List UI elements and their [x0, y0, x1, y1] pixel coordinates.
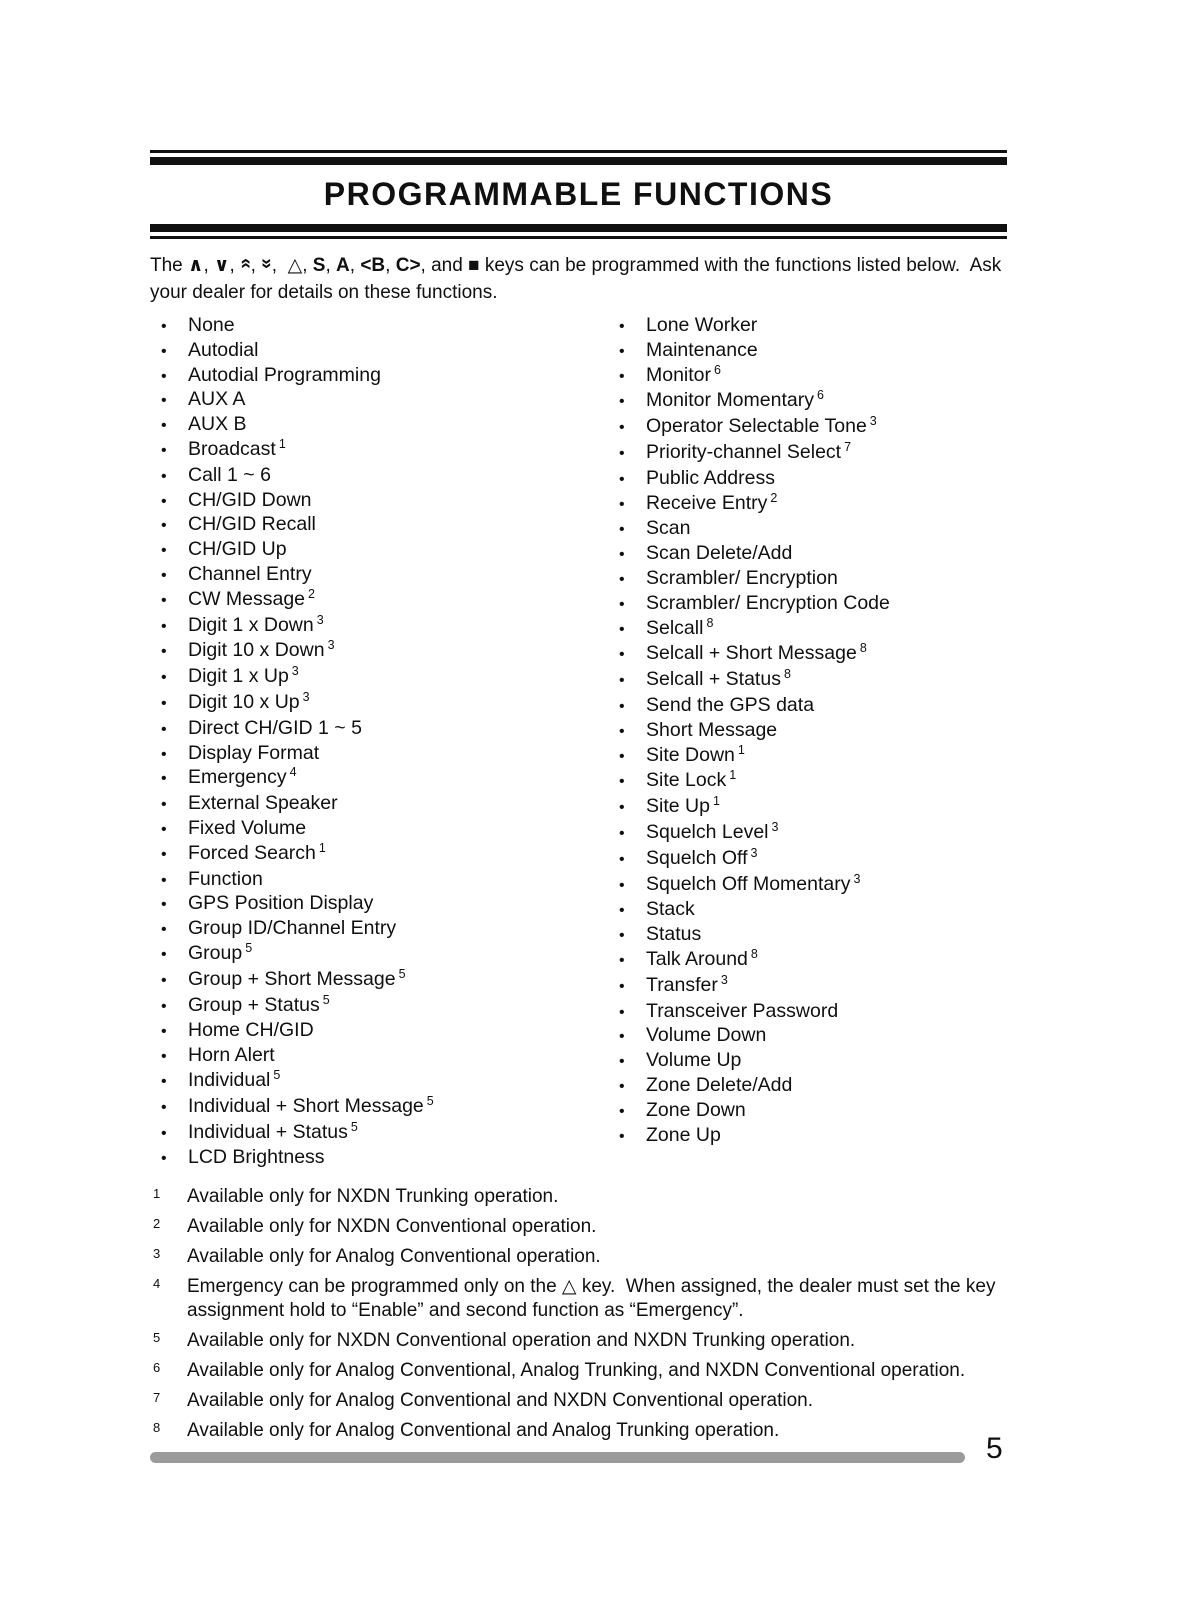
bullet-icon: •: [619, 697, 625, 715]
function-item: [608, 617, 1007, 643]
function-item: [150, 1095, 608, 1121]
function-label: Direct CH/GID 1 ~ 5: [188, 716, 362, 739]
function-item: [608, 592, 1007, 617]
function-item: [608, 542, 1007, 567]
bullet-icon: •: [619, 342, 625, 360]
function-label: Receive Entry: [646, 491, 768, 514]
footnote-ref: 1: [712, 794, 720, 809]
function-item: [608, 567, 1007, 592]
footnote-ref: 3: [720, 972, 728, 987]
function-item: [150, 817, 608, 842]
function-item: [150, 1121, 608, 1147]
function-label: Operator Selectable Tone: [646, 415, 867, 438]
bullet-icon: •: [619, 646, 625, 664]
bullet-icon: •: [619, 393, 625, 411]
function-item: [608, 744, 1007, 770]
function-item: [608, 467, 1007, 492]
footnote-ref: 3: [316, 612, 324, 627]
function-item: [150, 1069, 608, 1095]
bullet-icon: •: [619, 773, 625, 791]
function-item: [608, 668, 1007, 694]
function-label: Transfer: [646, 973, 718, 996]
bullet-icon: •: [619, 318, 625, 335]
intro-text: ,: [302, 255, 313, 276]
bullet-icon: •: [161, 492, 167, 510]
function-label: Priority-channel Select: [646, 440, 842, 463]
function-item: [608, 517, 1007, 542]
function-item: [150, 868, 608, 893]
bullet-icon: •: [619, 799, 625, 817]
bullet-icon: •: [161, 896, 167, 914]
function-item: [608, 769, 1007, 795]
function-label: Squelch Off Momentary: [646, 872, 851, 895]
function-item: [150, 438, 608, 464]
function-label: Forced Search: [188, 841, 316, 864]
function-list-left: [150, 314, 608, 1171]
function-item: [150, 994, 608, 1020]
bullet-icon: •: [619, 444, 625, 462]
footnote-ref: 2: [770, 490, 778, 505]
bullet-icon: •: [161, 467, 167, 485]
function-label: Horn Alert: [188, 1044, 275, 1067]
footnote-ref: 4: [289, 765, 297, 780]
intro-text: ,: [250, 255, 262, 276]
bullet-icon: •: [161, 1098, 167, 1116]
function-item: [150, 742, 608, 767]
function-label: Home CH/GID: [188, 1019, 314, 1042]
function-item: [608, 364, 1007, 390]
intro-text: The: [150, 255, 189, 276]
footnote-ref: 5: [398, 966, 406, 981]
function-item: [150, 665, 608, 691]
footnote-ref: 5: [322, 992, 330, 1007]
bullet-icon: •: [161, 921, 167, 939]
function-label: Autodial: [188, 338, 259, 361]
function-label: Site Lock: [646, 769, 727, 792]
function-label: Individual + Status: [188, 1120, 348, 1143]
footnote: [150, 1419, 1007, 1443]
bullet-icon: •: [161, 441, 167, 459]
footnote-ref: 3: [750, 845, 758, 860]
function-label: Stack: [646, 898, 695, 921]
function-item: [608, 1024, 1007, 1049]
function-item: [150, 639, 608, 665]
function-label: LCD Brightness: [188, 1146, 325, 1169]
function-item: [150, 388, 608, 413]
function-label: Lone Worker: [646, 314, 758, 336]
function-item: [150, 1044, 608, 1069]
footnote: [150, 1275, 1007, 1323]
function-label: Selcall: [646, 616, 704, 639]
function-item: [608, 441, 1007, 467]
footnote-text: Available only for NXDN Trunking operation.: [187, 1186, 559, 1208]
function-item: [150, 942, 608, 968]
bullet-icon: •: [161, 871, 167, 889]
footnote-ref: 1: [318, 840, 326, 855]
function-item: [150, 339, 608, 364]
function-item: [608, 389, 1007, 415]
intro-text: <B: [360, 255, 386, 276]
function-label: None: [188, 314, 235, 336]
footnote-ref: 5: [350, 1119, 358, 1134]
footnote-text: Emergency can be programmed only on the △ key. When assigned, the dealer must set the key assignment hold to “Enable” and second function as “Emergency”.: [187, 1276, 1001, 1322]
bullet-icon: •: [619, 419, 625, 437]
function-label: Maintenance: [646, 338, 758, 361]
function-item: [150, 314, 608, 339]
function-label: Monitor Momentary: [646, 389, 814, 412]
function-item: [150, 1019, 608, 1044]
function-item: [608, 694, 1007, 719]
function-label: Scrambler/ Encryption: [646, 566, 838, 589]
bullet-icon: •: [619, 747, 625, 765]
bullet-icon: •: [161, 542, 167, 560]
page-content: [150, 150, 1007, 1449]
function-item: [608, 974, 1007, 1000]
footer-bar: [150, 1452, 965, 1463]
function-item: [150, 842, 608, 868]
function-label: AUX A: [188, 388, 246, 411]
function-item: [150, 563, 608, 588]
function-label: Broadcast: [188, 437, 276, 460]
bullet-icon: •: [619, 495, 625, 513]
function-label: Fixed Volume: [188, 816, 307, 839]
bullet-icon: •: [619, 1127, 625, 1145]
function-item: [150, 917, 608, 942]
footnote-number: 2: [153, 1216, 161, 1232]
function-item: [608, 314, 1007, 339]
fast-down-key-icon: »: [255, 258, 277, 269]
rule-thick: [150, 157, 1007, 165]
function-label: Squelch Level: [646, 820, 769, 843]
rule-thin: [150, 236, 1007, 239]
function-item: [150, 464, 608, 489]
footnote: [150, 1215, 1007, 1239]
intro-text: ,: [325, 255, 337, 276]
function-label: Zone Delete/Add: [646, 1073, 793, 1096]
function-label: Individual + Short Message: [188, 1094, 424, 1117]
bullet-icon: •: [619, 1102, 625, 1120]
intro-text: , and: [420, 255, 469, 276]
footnote-text: Available only for NXDN Conventional operation and NXDN Trunking operation.: [187, 1330, 856, 1352]
bullet-icon: •: [161, 1072, 167, 1090]
function-label: Call 1 ~ 6: [188, 463, 271, 486]
bullet-icon: •: [161, 770, 167, 788]
bullet-icon: •: [619, 521, 625, 539]
bullet-icon: •: [161, 1150, 167, 1168]
function-label: Talk Around: [646, 947, 748, 970]
bullet-icon: •: [619, 620, 625, 638]
bullet-icon: •: [161, 617, 167, 635]
function-item: [150, 1146, 608, 1171]
footnote-text: Available only for Analog Conventional and Analog Trunking operation.: [187, 1420, 780, 1442]
function-label: Squelch Off: [646, 846, 748, 869]
bullet-icon: •: [619, 902, 625, 920]
function-label: Function: [188, 867, 263, 890]
bullet-icon: •: [161, 820, 167, 838]
bullet-icon: •: [619, 570, 625, 588]
function-label: Scan: [646, 517, 691, 540]
function-item: [608, 1074, 1007, 1099]
page-title: PROGRAMMABLE FUNCTIONS: [323, 176, 834, 212]
bullet-icon: •: [161, 367, 167, 385]
function-label: Public Address: [646, 466, 775, 489]
title-block: [150, 150, 1007, 239]
footnote-ref: 8: [783, 667, 791, 682]
bullet-icon: •: [619, 951, 625, 969]
function-item: [150, 614, 608, 640]
bullet-icon: •: [161, 417, 167, 435]
function-label: Site Up: [646, 795, 710, 818]
function-label: Volume Up: [646, 1049, 742, 1072]
footnote-ref: 3: [869, 414, 877, 429]
function-label: CH/GID Up: [188, 538, 287, 561]
intro-text: C>: [395, 255, 421, 276]
footnote-text: Available only for Analog Conventional, Analog Trunking, and NXDN Conventional operation.: [187, 1360, 966, 1382]
function-label: Site Down: [646, 743, 735, 766]
footnote-number: 5: [153, 1330, 161, 1346]
function-label: Digit 1 x Up: [188, 665, 289, 688]
bullet-icon: •: [619, 1053, 625, 1071]
footnote-number: 8: [153, 1420, 161, 1436]
function-label: Short Message: [646, 718, 778, 741]
intro-paragraph: [150, 252, 1007, 306]
function-item: [150, 413, 608, 438]
function-label: Group: [188, 941, 243, 964]
function-item: [608, 415, 1007, 441]
footnote-ref: 3: [853, 871, 861, 886]
double-rule-top: [150, 150, 1007, 165]
function-label: Autodial Programming: [188, 363, 381, 386]
function-label: Digit 10 x Up: [188, 690, 300, 713]
bullet-icon: •: [619, 595, 625, 613]
footnote-number: 1: [153, 1186, 161, 1202]
function-item: [608, 847, 1007, 873]
function-label: GPS Position Display: [188, 892, 374, 915]
intro-text: keys can be programmed with the functions listed below. Ask your dealer for details on these functions.: [150, 255, 1007, 303]
function-label: Scan Delete/Add: [646, 542, 793, 565]
bullet-icon: •: [619, 824, 625, 842]
footnote-ref: 3: [302, 689, 310, 704]
function-list: [150, 314, 1007, 1171]
function-label: Status: [646, 923, 702, 946]
bullet-icon: •: [161, 720, 167, 738]
function-label: Volume Down: [646, 1024, 767, 1047]
footnote: [150, 1329, 1007, 1353]
footnote-ref: 2: [308, 586, 315, 601]
footnote: [150, 1359, 1007, 1383]
function-label: Group + Short Message: [188, 967, 396, 990]
bullet-icon: •: [619, 1077, 625, 1095]
bullet-icon: •: [161, 342, 167, 360]
square-key-icon: ■: [468, 255, 480, 276]
function-item: [608, 923, 1007, 948]
function-item: [608, 821, 1007, 847]
bullet-icon: •: [619, 927, 625, 945]
function-item: [608, 795, 1007, 821]
function-item: [150, 691, 608, 717]
footnote: [150, 1245, 1007, 1269]
function-label: Zone Up: [646, 1123, 721, 1146]
footnote-ref: 1: [737, 742, 745, 757]
function-item: [608, 1000, 1007, 1025]
bullet-icon: •: [619, 546, 625, 564]
footnote-ref: 5: [245, 940, 253, 955]
function-label: CH/GID Recall: [188, 513, 316, 536]
footnote: [150, 1389, 1007, 1413]
bullet-icon: •: [619, 850, 625, 868]
intro-text: ,: [271, 255, 288, 276]
intro-text: ,: [203, 255, 215, 276]
function-label: External Speaker: [188, 792, 338, 815]
intro-text: ,: [349, 255, 361, 276]
footnote-ref: 6: [816, 388, 824, 403]
bullet-icon: •: [161, 318, 167, 335]
function-label: Monitor: [646, 363, 712, 386]
function-item: [608, 492, 1007, 518]
function-item: [608, 1099, 1007, 1124]
footnote-ref: 5: [426, 1093, 434, 1108]
function-list-right: [608, 314, 1007, 1171]
triangle-key-icon: △: [287, 255, 303, 276]
footnotes: [150, 1185, 1007, 1443]
function-item: [150, 513, 608, 538]
footnote-ref: 7: [844, 439, 852, 454]
footnote-ref: 1: [729, 768, 737, 783]
bullet-icon: •: [161, 643, 167, 661]
function-label: Selcall + Short Message: [646, 642, 857, 665]
footnote-number: 4: [153, 1276, 161, 1292]
bullet-icon: •: [161, 997, 167, 1015]
footnote-ref: 3: [291, 664, 299, 679]
footnote-text: Available only for Analog Conventional operation.: [187, 1246, 601, 1268]
function-item: [150, 538, 608, 563]
function-label: Channel Entry: [188, 562, 312, 585]
footnote-number: 3: [153, 1246, 161, 1262]
bullet-icon: •: [161, 971, 167, 989]
bullet-icon: •: [161, 1023, 167, 1041]
function-label: AUX B: [188, 413, 247, 436]
function-label: Emergency: [188, 766, 287, 789]
function-item: [150, 766, 608, 792]
function-item: [608, 1124, 1007, 1149]
function-item: [150, 717, 608, 742]
function-item: [150, 364, 608, 389]
function-item: [150, 968, 608, 994]
function-item: [608, 642, 1007, 668]
function-label: CH/GID Down: [188, 488, 312, 511]
bullet-icon: •: [619, 367, 625, 385]
bullet-icon: •: [161, 1048, 167, 1066]
footnote-number: 7: [153, 1390, 161, 1406]
function-label: Scrambler/ Encryption Code: [646, 591, 890, 614]
bullet-icon: •: [619, 1003, 625, 1021]
bullet-icon: •: [161, 694, 167, 712]
page-number: 5: [986, 1432, 1003, 1465]
footnote-number: 6: [153, 1360, 161, 1376]
double-rule-bottom: [150, 224, 1007, 239]
bullet-icon: •: [161, 591, 167, 609]
up-key-icon: ∧: [188, 255, 204, 276]
function-item: [150, 892, 608, 917]
footnote: [150, 1185, 1007, 1209]
function-label: Digit 1 x Down: [188, 613, 314, 636]
intro-text: A: [336, 255, 350, 276]
footnote-ref: 5: [273, 1067, 281, 1082]
bullet-icon: •: [161, 1124, 167, 1142]
intro-text: ,: [229, 255, 241, 276]
function-label: Zone Down: [646, 1098, 746, 1121]
bullet-icon: •: [161, 517, 167, 535]
rule-thick: [150, 224, 1007, 232]
function-label: Display Format: [188, 741, 320, 764]
function-label: Individual: [188, 1068, 271, 1091]
function-label: CW Message: [188, 587, 306, 610]
bullet-icon: •: [619, 876, 625, 894]
footnote-ref: 8: [859, 641, 867, 656]
bullet-icon: •: [619, 470, 625, 488]
function-item: [608, 898, 1007, 923]
bullet-icon: •: [619, 1028, 625, 1046]
footnote-ref: 8: [706, 615, 714, 630]
down-key-icon: ∨: [214, 255, 230, 276]
function-item: [608, 1049, 1007, 1074]
bullet-icon: •: [161, 796, 167, 814]
function-label: Transceiver Password: [646, 999, 839, 1022]
footnote-ref: 8: [750, 946, 758, 961]
function-item: [608, 948, 1007, 974]
function-item: [150, 588, 608, 614]
bullet-icon: •: [161, 566, 167, 584]
footnote-text: Available only for Analog Conventional and NXDN Conventional operation.: [187, 1390, 813, 1412]
function-item: [150, 489, 608, 514]
intro-text: S: [312, 255, 326, 276]
function-label: Send the GPS data: [646, 693, 815, 716]
function-label: Group ID/Channel Entry: [188, 917, 397, 940]
bullet-icon: •: [161, 669, 167, 687]
function-label: Group + Status: [188, 993, 320, 1016]
fast-up-key-icon: »: [234, 258, 256, 269]
bullet-icon: •: [161, 745, 167, 763]
function-item: [150, 792, 608, 817]
function-item: [608, 873, 1007, 899]
footnote-text: Available only for NXDN Conventional operation.: [187, 1216, 597, 1238]
footnote-ref: 1: [278, 436, 286, 451]
bullet-icon: •: [619, 977, 625, 995]
bullet-icon: •: [161, 392, 167, 410]
function-item: [608, 719, 1007, 744]
bullet-icon: •: [161, 845, 167, 863]
function-label: Digit 10 x Down: [188, 639, 325, 662]
bullet-icon: •: [619, 722, 625, 740]
footnote-ref: 3: [771, 819, 779, 834]
intro-text: ,: [385, 255, 396, 276]
bullet-icon: •: [619, 672, 625, 690]
bullet-icon: •: [161, 945, 167, 963]
footnote-ref: 3: [327, 638, 335, 653]
function-label: Selcall + Status: [646, 668, 781, 691]
function-item: [608, 339, 1007, 364]
footnote-ref: 6: [714, 362, 721, 377]
